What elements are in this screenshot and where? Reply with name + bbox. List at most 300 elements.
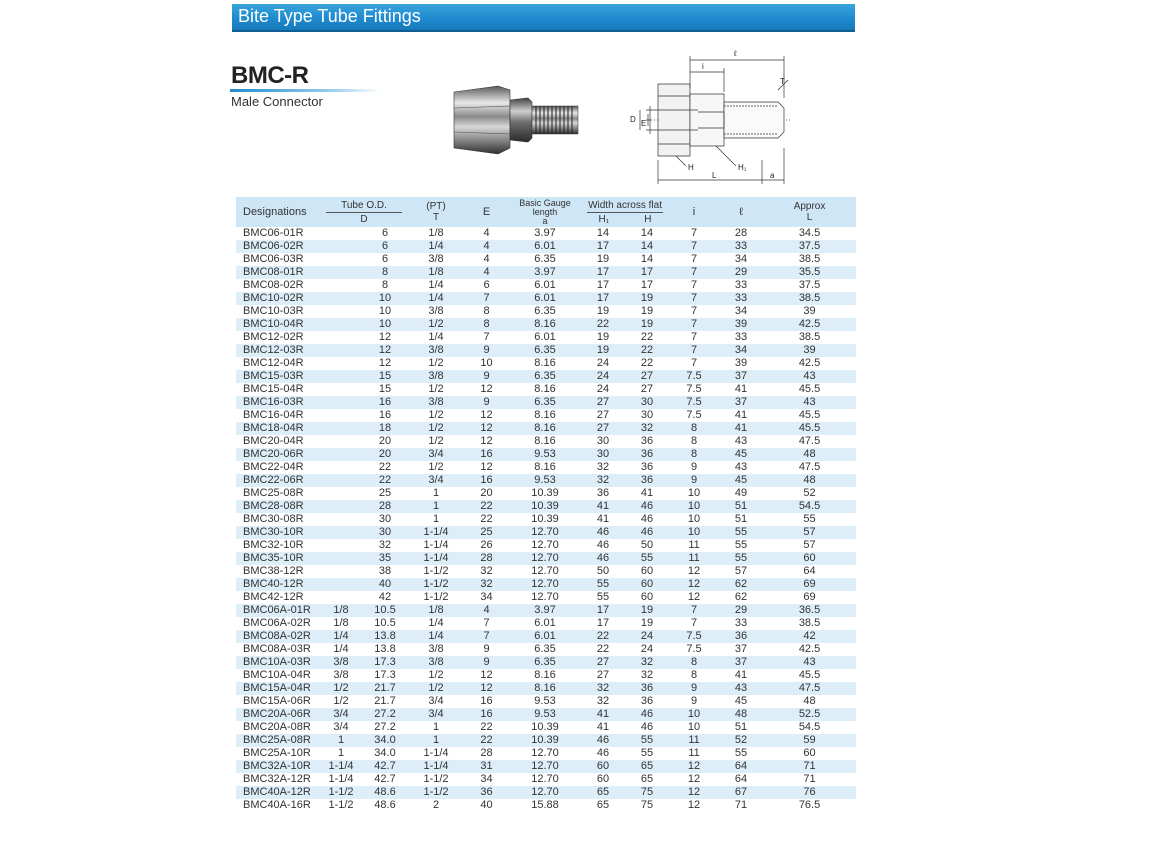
cell-gauge-length: 6.35 [534,396,556,408]
cell-i: 7.5 [686,383,702,395]
cell-tube-od-mm: 22 [378,461,392,473]
table-row [236,786,856,799]
header-width-across-flat [581,197,669,227]
cell-designation: BMC06A-02R [243,617,311,629]
cell-approx-l: 52 [803,487,816,499]
cell-designation: BMC18-04R [243,422,304,434]
table-row [236,747,856,760]
cell-h1: 46 [596,539,610,551]
cell-approx-l: 71 [803,760,816,772]
cell-tube-od-mm: 42 [378,591,392,603]
cell-i: 12 [687,799,701,811]
cell-e: 7 [483,331,490,343]
cell-tube-od-mm: 10 [378,292,392,304]
cell-e: 4 [483,227,490,239]
banner-rule [232,30,855,32]
cell-h1: 41 [596,500,610,512]
cell-tube-od-mm: 27.2 [374,721,396,733]
cell-h: 60 [640,591,654,603]
cell-l: 64 [734,773,748,785]
cell-e: 4 [483,604,490,616]
cell-tube-od-inch: 1/8 [333,604,349,616]
cell-tube-od-inch: 1-1/2 [328,799,354,811]
cell-pt-size: 1/4 [428,279,444,291]
cell-approx-l: 48 [803,695,816,707]
cell-approx-l: 48 [803,448,816,460]
cell-pt-size: 3/8 [428,643,444,655]
cell-tube-od-mm: 15 [378,383,392,395]
cell-pt-size: 1-1/4 [423,539,449,551]
cell-tube-od-inch [320,474,362,487]
cell-gauge-length: 12.70 [531,786,559,798]
cell-designation: BMC16-04R [243,409,304,421]
table-row [236,799,856,812]
cell-e: 16 [480,708,493,720]
cell-h: 30 [640,396,654,408]
table-row [236,253,856,266]
technical-drawing [628,48,798,188]
cell-h1: 19 [596,305,610,317]
cell-h1: 65 [596,799,610,811]
cell-h: 36 [640,435,654,447]
cell-i: 11 [688,747,700,759]
cell-h1: 22 [596,318,610,330]
cell-h: 41 [640,487,654,499]
cell-tube-od-mm: 6 [381,227,389,239]
cell-gauge-length: 6.01 [534,617,556,629]
cell-l: 55 [734,526,748,538]
dim-i-label: i [702,62,704,71]
cell-approx-l: 59 [803,734,816,746]
cell-tube-od-mm: 13.8 [374,643,396,655]
cell-designation: BMC10A-04R [243,669,311,681]
cell-gauge-length: 12.70 [531,578,559,590]
dim-H1-label: H₁ [738,163,747,172]
cell-gauge-length: 12.70 [531,747,559,759]
cell-h: 19 [640,292,654,304]
cell-approx-l: 42.5 [798,357,821,369]
table-row [236,370,856,383]
table-row [236,578,856,591]
cell-h1: 17 [596,604,610,616]
dim-L-label: L [712,171,717,180]
cell-approx-l: 42.5 [798,318,821,330]
cell-h1: 17 [596,292,610,304]
cell-h: 27 [640,370,654,382]
cell-gauge-length: 9.53 [534,708,556,720]
cell-tube-od-inch [320,318,362,331]
cell-tube-od-inch: 1 [337,734,345,746]
cell-pt-size: 3/8 [428,344,444,356]
cell-h: 19 [640,318,654,330]
cell-l: 67 [734,786,748,798]
cell-gauge-length: 10.39 [531,513,559,525]
cell-tube-od-inch: 1/2 [333,682,349,694]
cell-designation: BMC15A-04R [243,682,311,694]
cell-pt-size: 1-1/2 [423,565,449,577]
cell-tube-od-mm: 28 [378,500,392,512]
cell-l: 62 [734,578,748,590]
dim-l-label: ℓ [734,49,737,58]
cell-i: 9 [690,474,698,486]
cell-tube-od-inch [320,448,362,461]
cell-gauge-length: 6.35 [534,370,556,382]
cell-gauge-length: 6.01 [534,240,556,252]
cell-tube-od-inch [320,383,362,396]
cell-gauge-length: 3.97 [534,227,556,239]
cell-i: 11 [688,552,700,564]
cell-h: 32 [640,656,654,668]
cell-h1: 46 [596,747,610,759]
cell-designation: BMC40A-12R [243,786,311,798]
cell-l: 41 [734,409,748,421]
cell-h1: 14 [596,227,610,239]
cell-l: 51 [734,500,748,512]
fitting-nut [454,86,510,154]
cell-tube-od-mm: 38 [378,565,392,577]
cell-e: 28 [480,747,493,759]
product-name: Male Connector [231,94,323,109]
cell-e: 36 [480,786,493,798]
cell-l: 57 [734,565,748,577]
cell-h1: 24 [596,370,610,382]
cell-tube-od-mm: 48.6 [374,799,396,811]
cell-designation: BMC22-04R [243,461,304,473]
header-gauge-length [509,197,581,227]
table-row [236,435,856,448]
cell-e: 9 [483,370,490,382]
cell-tube-od-mm: 12 [378,344,392,356]
cell-e: 12 [480,435,493,447]
cell-pt-size: 1/2 [428,318,444,330]
cell-designation: BMC20A-06R [243,708,311,720]
table-row [236,643,856,656]
cell-tube-od-mm: 6 [381,240,389,252]
header-tube-od-symbol: D [360,213,368,225]
cell-gauge-length: 6.35 [534,344,556,356]
cell-l: 34 [734,253,748,265]
cell-pt-size: 1/2 [428,357,444,369]
cell-tube-od-mm: 17.3 [374,669,396,681]
cell-gauge-length: 8.16 [534,383,556,395]
cell-l: 55 [734,552,748,564]
cell-designation: BMC30-10R [243,526,304,538]
cell-h1: 22 [596,630,610,642]
cell-designation: BMC40A-16R [243,799,311,811]
table-row [236,279,856,292]
fitting-body [510,98,532,142]
cell-i: 7 [690,253,698,265]
cell-i: 9 [690,695,698,707]
cell-designation: BMC08-01R [243,266,304,278]
cell-designation: BMC20A-08R [243,721,311,733]
cell-i: 11 [688,734,700,746]
header-tube-od [320,197,408,227]
cell-h: 32 [640,422,654,434]
cell-h1: 32 [596,461,610,473]
cell-e: 22 [480,513,493,525]
cell-designation: BMC06A-01R [243,604,311,616]
cell-tube-od-mm: 42.7 [374,773,396,785]
cell-tube-od-mm: 32 [378,539,392,551]
cell-h1: 41 [596,708,610,720]
cell-pt-size: 1-1/2 [423,786,449,798]
cell-tube-od-mm: 30 [378,513,392,525]
cell-i: 12 [687,773,701,785]
cell-gauge-length: 6.01 [534,630,556,642]
cell-designation: BMC42-12R [243,591,304,603]
cell-h1: 32 [596,474,610,486]
cell-pt-size: 1/4 [428,292,444,304]
header-h: H [644,213,652,225]
cell-l: 37 [734,370,748,382]
cell-h: 19 [640,604,654,616]
cell-tube-od-inch: 1/4 [333,630,349,642]
cell-h: 46 [640,721,654,733]
cell-tube-od-mm: 16 [378,396,392,408]
cell-approx-l: 43 [803,370,816,382]
cell-designation: BMC15-04R [243,383,304,395]
header-tube-od-rule [326,212,402,213]
dim-D-label: D [630,115,636,124]
cell-designation: BMC38-12R [243,565,304,577]
cell-l: 41 [734,383,748,395]
cell-tube-od-mm: 10.5 [374,604,396,616]
cell-h1: 60 [596,760,610,772]
cell-tube-od-inch [320,370,362,383]
cell-approx-l: 43 [803,396,816,408]
cell-pt-size: 1/2 [428,422,444,434]
cell-e: 12 [480,422,493,434]
header-e: E [482,206,491,218]
cell-tube-od-inch [320,435,362,448]
cell-h: 19 [640,617,654,629]
cell-approx-l: 69 [803,591,816,603]
header-width-symbols [581,214,669,225]
cell-pt-size: 3/4 [428,695,444,707]
cell-e: 12 [480,682,493,694]
cell-pt-size: 1/2 [428,461,444,473]
cell-i: 7 [690,617,698,629]
cell-e: 4 [483,253,490,265]
cell-designation: BMC25A-08R [243,734,311,746]
cell-e: 4 [483,240,490,252]
cell-l: 36 [734,630,748,642]
cell-h1: 32 [596,695,610,707]
header-tube-od-label: Tube O.D. [341,199,387,211]
cell-e: 26 [480,539,493,551]
cell-gauge-length: 6.01 [534,279,556,291]
cell-approx-l: 69 [803,578,816,590]
cell-tube-od-mm: 34.0 [374,734,396,746]
cell-e: 32 [480,578,493,590]
cell-tube-od-mm: 48.6 [374,786,396,798]
cell-pt-size: 1 [432,513,440,525]
cell-i: 7 [690,279,698,291]
cell-e: 25 [480,526,493,538]
cell-e: 16 [480,474,493,486]
table-row [236,461,856,474]
cell-l: 45 [734,695,748,707]
cell-h1: 17 [596,240,610,252]
cell-l: 55 [734,747,748,759]
cell-pt-size: 3/4 [428,708,444,720]
cell-gauge-length: 12.70 [531,773,559,785]
cell-designation: BMC12-02R [243,331,304,343]
cell-h: 32 [640,669,654,681]
cell-l: 33 [734,292,748,304]
cell-e: 8 [483,305,490,317]
cell-i: 7 [690,305,698,317]
cell-tube-od-mm: 35 [378,552,392,564]
cell-tube-od-mm: 13.8 [374,630,396,642]
cell-gauge-length: 3.97 [534,604,556,616]
cell-pt-size: 2 [432,799,440,811]
dim-a-label: a [770,171,775,180]
cell-l: 51 [734,721,748,733]
cell-pt-size: 1/2 [428,669,444,681]
cell-designation: BMC12-04R [243,357,304,369]
table-row [236,591,856,604]
cell-h: 65 [640,773,654,785]
cell-h: 75 [640,799,654,811]
cell-e: 6 [483,279,490,291]
cell-i: 12 [687,565,701,577]
cell-pt-size: 1/8 [428,266,444,278]
cell-tube-od-inch [320,357,362,370]
cell-h: 24 [640,643,654,655]
cell-tube-od-inch [320,227,362,240]
cell-tube-od-mm: 21.7 [374,682,396,694]
cell-tube-od-inch [320,461,362,474]
cell-e: 32 [480,565,493,577]
cell-gauge-length: 8.16 [534,682,556,694]
table-row [236,695,856,708]
cell-e: 31 [480,760,493,772]
cell-designation: BMC12-03R [243,344,304,356]
cell-e: 20 [480,487,493,499]
cell-tube-od-mm: 17.3 [374,656,396,668]
cell-l: 34 [734,344,748,356]
cell-i: 9 [690,461,698,473]
cell-l: 41 [734,422,748,434]
cell-gauge-length: 10.39 [531,487,559,499]
cell-pt-size: 3/8 [428,370,444,382]
cell-tube-od-mm: 42.7 [374,760,396,772]
table-body [236,227,856,812]
cell-i: 10 [687,500,701,512]
table-row [236,344,856,357]
cell-gauge-length: 6.35 [534,643,556,655]
cell-e: 12 [480,383,493,395]
cell-gauge-length: 6.01 [534,331,556,343]
cell-pt-size: 3/8 [428,656,444,668]
cell-l: 43 [734,682,748,694]
cell-e: 22 [480,500,493,512]
cell-gauge-length: 8.16 [534,435,556,447]
cell-approx-l: 36.5 [798,604,821,616]
cell-l: 37 [734,396,748,408]
cell-tube-od-mm: 8 [381,279,389,291]
cell-h1: 24 [596,383,610,395]
cell-i: 7.5 [686,630,702,642]
cell-gauge-length: 8.16 [534,357,556,369]
cell-e: 16 [480,695,493,707]
cell-h1: 32 [596,682,610,694]
header-h1: H₁ [598,213,610,225]
cell-designation: BMC10-02R [243,292,304,304]
cell-l: 52 [734,734,748,746]
table-row [236,539,856,552]
cell-approx-l: 48 [803,474,816,486]
header-approx [763,197,856,227]
cell-h1: 36 [596,487,610,499]
cell-pt-size: 1 [432,500,440,512]
cell-tube-od-inch [320,396,362,409]
cell-l: 39 [734,357,748,369]
cell-h1: 55 [596,578,610,590]
cell-h1: 46 [596,734,610,746]
cell-pt-size: 1/4 [428,240,444,252]
cell-tube-od-inch: 3/4 [333,721,349,733]
table-row [236,474,856,487]
cell-approx-l: 47.5 [798,682,821,694]
header-gauge-line2: length [532,206,558,217]
dim-T-label: T [780,77,785,86]
cell-h: 46 [640,526,654,538]
cell-tube-od-inch: 1/2 [333,695,349,707]
dim-E-label: E [641,119,647,128]
cell-designation: BMC15-03R [243,370,304,382]
cell-h: 60 [640,565,654,577]
cell-approx-l: 60 [803,747,816,759]
cell-gauge-length: 6.35 [534,656,556,668]
cell-i: 7 [690,331,698,343]
cell-tube-od-mm: 10 [378,318,392,330]
cell-approx-l: 37.5 [798,240,821,252]
cell-tube-od-inch [320,279,362,292]
cell-l: 33 [734,240,748,252]
cell-designation: BMC32A-10R [243,760,311,772]
dimension-table [236,197,856,812]
cell-tube-od-inch: 3/4 [333,708,349,720]
cell-h1: 50 [596,565,610,577]
cell-h: 27 [640,383,654,395]
table-row [236,305,856,318]
cell-tube-od-inch: 1/4 [333,643,349,655]
cell-i: 7.5 [686,370,702,382]
cell-approx-l: 47.5 [798,435,821,447]
table-row [236,565,856,578]
cell-pt-size: 1-1/4 [423,552,449,564]
cell-tube-od-mm: 22 [378,474,392,486]
cell-gauge-length: 9.53 [534,448,556,460]
cell-tube-od-mm: 18 [378,422,392,434]
cell-i: 7 [690,227,698,239]
cell-l: 64 [734,760,748,772]
header-designations: Designations [243,206,307,218]
cell-designation: BMC32-10R [243,539,304,551]
cell-pt-size: 1-1/4 [423,526,449,538]
cell-h: 19 [640,305,654,317]
cell-h: 36 [640,448,654,460]
cell-designation: BMC32A-12R [243,773,311,785]
cell-h: 36 [640,682,654,694]
cell-gauge-length: 10.39 [531,734,559,746]
cell-i: 11 [688,539,700,551]
cell-pt-size: 1/4 [428,331,444,343]
cell-pt-size: 3/4 [428,474,444,486]
